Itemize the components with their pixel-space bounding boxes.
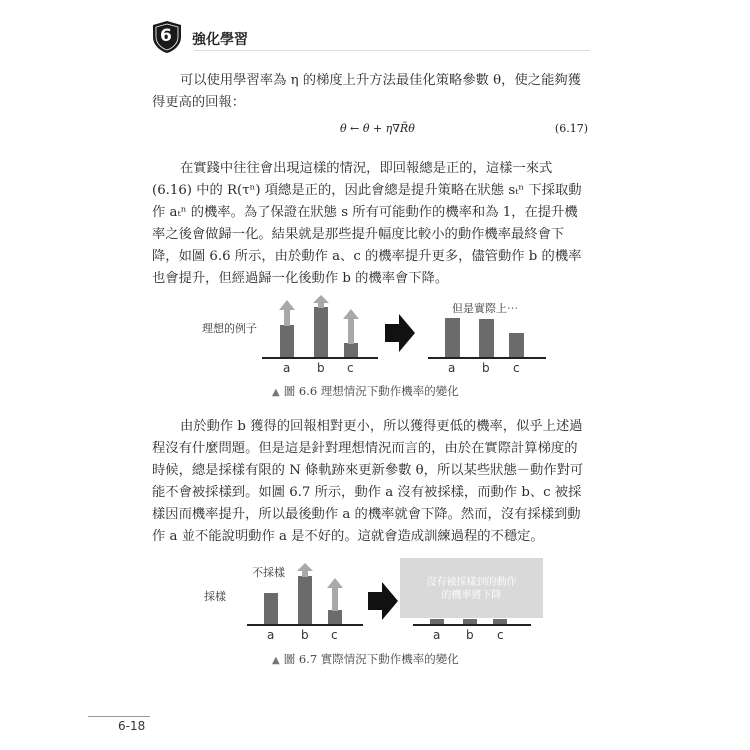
arrow-up-icon	[327, 578, 343, 611]
overlay-text	[400, 576, 543, 602]
sampled-label: 採樣	[204, 590, 226, 603]
caption-text: 圖 6.6 理想情況下動作機率的變化	[283, 384, 459, 398]
bar-b-actual	[479, 319, 494, 357]
arrow-up-icon	[279, 300, 295, 326]
bar-c-sampled	[328, 610, 342, 624]
footer-rule	[88, 716, 150, 717]
equation-number: (6.17)	[554, 122, 588, 135]
bar-c-ideal	[344, 343, 358, 357]
axis-label-c: c	[347, 361, 354, 375]
axis-label-c: c	[331, 628, 338, 642]
chapter-number: 6	[160, 26, 172, 46]
bar-b-ideal	[314, 307, 328, 357]
axis-label-a: a	[448, 361, 456, 375]
bar-c-actual	[509, 333, 524, 357]
overlay-line-2: 的機率將下降	[441, 590, 502, 601]
axis-label-b: b	[317, 361, 325, 375]
paragraph-3: 由於動作 b 獲得的回報相對更小，所以獲得更低的機率，似乎上述過程沒有什麼問題。但是這是針對理想情況而言的，由於在實際計算梯度的時候，總是採樣有限的 N 條軌跡來更新參數 θ，所以某些狀態－動作對可能不會被採樣到。如圖 6.7 所示，動作 a 沒有被採樣，而動作 b、c 被採樣因而機率提升，所以最後動作 a 的機率就會下降。然而，沒有採樣到動作 a 並不能說明動作 a 是不好的。這就會造成訓練過程的不穩定。	[152, 419, 584, 544]
arrow-up-icon	[343, 309, 359, 344]
equation-6-17	[152, 122, 588, 138]
chapter-title: 強化學習	[192, 32, 248, 48]
figure-6-6-caption	[272, 383, 459, 399]
axis-label-b: b	[301, 628, 309, 642]
right-arrow-icon	[368, 582, 398, 620]
arrow-up-icon	[297, 563, 313, 577]
axis-label-c: c	[513, 361, 520, 375]
axis-label-b: b	[482, 361, 490, 375]
bar-a-actual	[445, 318, 460, 357]
bar-b-sampled	[298, 576, 312, 624]
right-arrow-icon	[385, 314, 415, 352]
equation-body: θ ← θ + η∇R̄θ	[340, 122, 415, 135]
page-number: 6-18	[118, 719, 146, 733]
axis-label-a: a	[433, 628, 441, 642]
arrow-up-icon	[313, 295, 329, 308]
axis-line	[262, 357, 378, 359]
bar-a-ideal	[280, 325, 294, 357]
axis-label-c: c	[497, 628, 504, 642]
axis-line	[413, 624, 531, 626]
paragraph-1: 可以使用學習率為 η 的梯度上升方法最佳化策略參數 θ，使之能夠獲得更高的回報：	[152, 73, 581, 110]
axis-line	[428, 357, 546, 359]
paragraph-2: 在實踐中往往會出現這樣的情況，即回報總是正的，這樣一來式 (6.16) 中的 R(τⁿ) 項總是正的，因此會總是提升策略在狀態 sₜⁿ 下採取動作 aₜⁿ 的機率。為了保證在狀態 s 所有可能動作的機率和為 1，在提升機率之後會做歸一化。結果就是那些提升幅度比較小的動作機率最終會下降，如圖 6.6 所示，由於動作 a、c 的機率提升更多，儘管動作 b 的機率也會提升，但經過歸一化後動作 b 的機率會下降。	[152, 161, 582, 286]
axis-line	[247, 624, 363, 626]
caption-triangle-icon: ▲	[272, 387, 280, 398]
header-rule	[194, 50, 590, 51]
axis-label-b: b	[466, 628, 474, 642]
ideal-example-label: 理想的例子	[202, 322, 257, 335]
caption-text: 圖 6.7 實際情況下動作機率的變化	[283, 652, 459, 666]
probability-drop-overlay	[400, 558, 543, 618]
bar-a-sampled	[264, 593, 278, 624]
axis-label-a: a	[267, 628, 275, 642]
not-sampled-label: 不採樣	[252, 566, 285, 579]
figure-6-7-caption	[272, 651, 459, 667]
chapter-header	[150, 20, 590, 52]
overlay-line-1: 沒有被採樣到的動作	[426, 577, 517, 588]
caption-triangle-icon: ▲	[272, 655, 280, 666]
axis-label-a: a	[283, 361, 291, 375]
but-actually-label: 但是實際上⋯	[452, 302, 518, 315]
